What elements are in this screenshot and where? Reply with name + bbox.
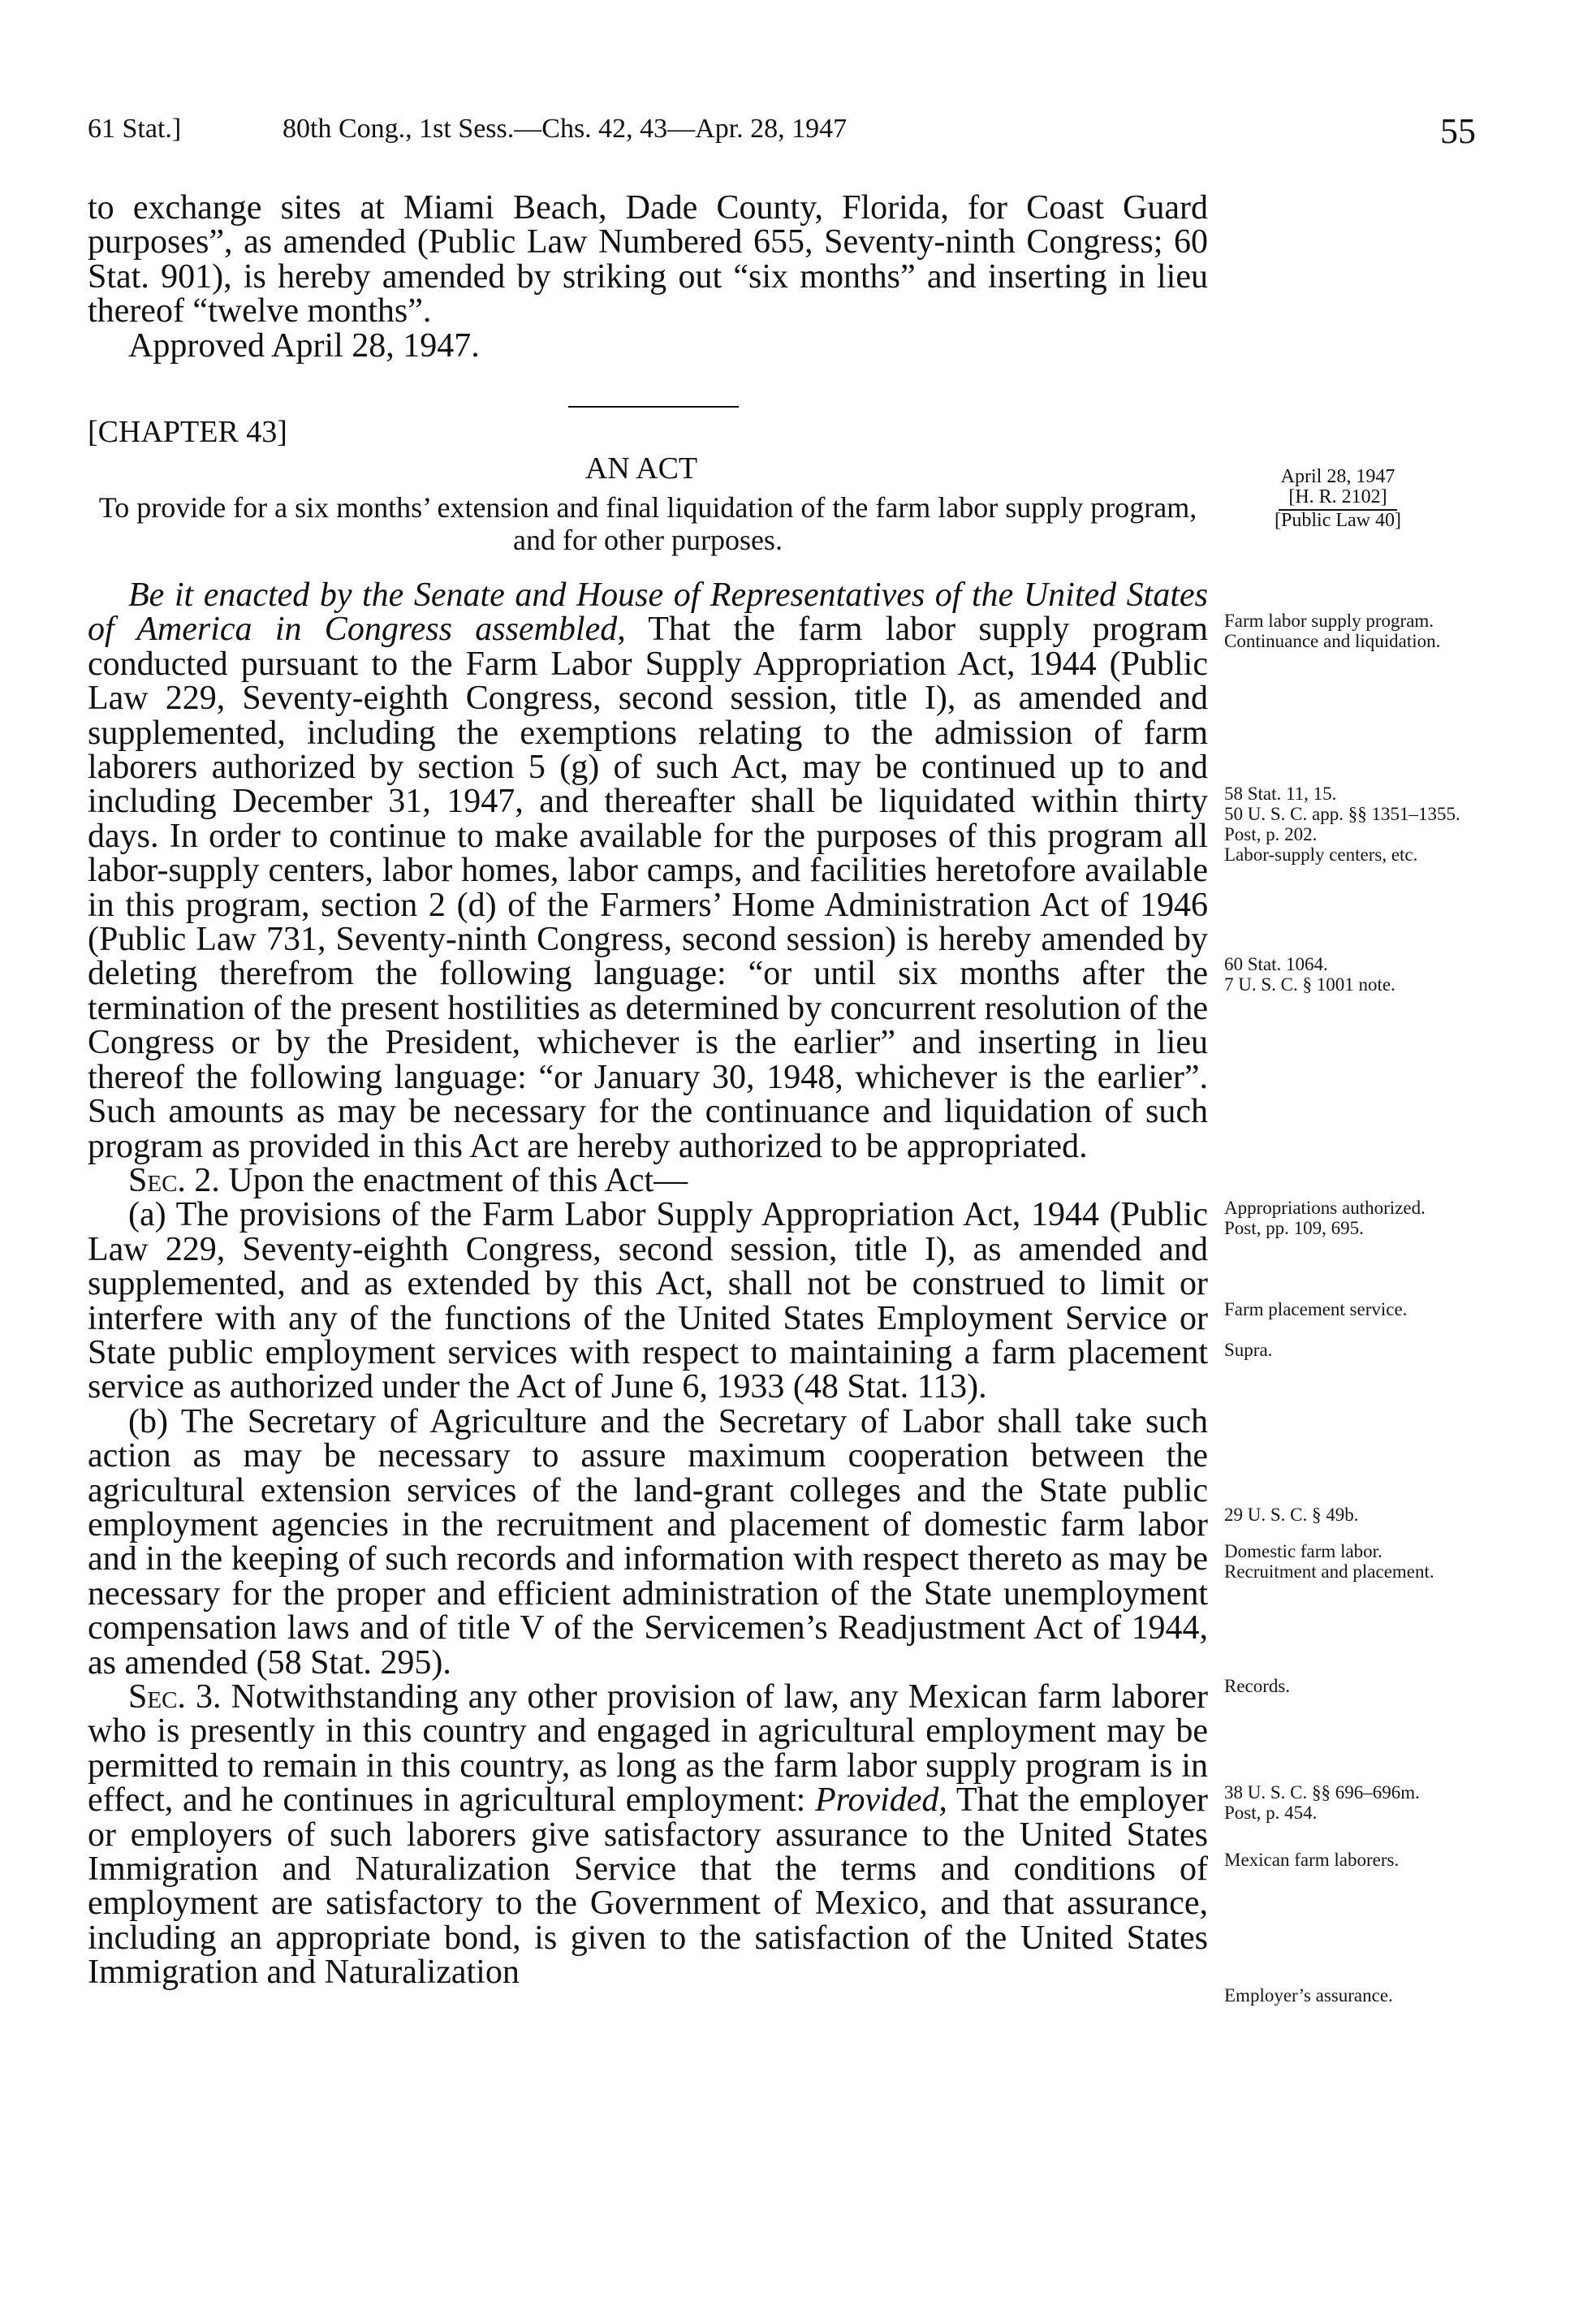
section-3-text-a: Notwithstanding any other provision of law, any Mexican farm laborer who is presently in this country and engaged in agricultural employment may be permitted to remain in this country, as long as the farm labor supply program is in effect, and he continues in agricultural employment:	[88, 1678, 1209, 1820]
margin-note-farm-placement: Farm placement service. Supra.	[1224, 1299, 1408, 1360]
section-1-text: That the farm labor supply program conducted pursuant to the Farm Labor Supply Appropriation Act, 1944 (Public Law 229, Seventy-eighth Congress, second session, title I), as amended and supplemented, including the exemptions relating to the admission of farm laborers authorized by section 5 (g) of such Act, may be continued up to and including December 31, 1947, and thereafter shall be liquidated within thirty days. In order to continue to make available for the purposes of this program all labor-supply centers, labor homes, labor camps, and facilities heretofore available in this program, section 2 (d) of the Farmers’ Home Administration Act of 1946 (Public Law 731, Seventy-ninth Congress, second session) is hereby amended by deleting therefrom the following language: “or until six months after the termination of the present hostilities as determined by concurrent resolution of the Congress or by the President, whichever is the earlier” and inserting in lieu thereof the following language: “or January 30, 1948, whichever is the earlier”. Such amounts as may be necessary for the continuance and liquidation of such program as provided in this Act are hereby authorized to be appropriated.	[88, 611, 1208, 1165]
margin-note-mexican-laborers: Mexican farm laborers.	[1224, 1850, 1400, 1870]
prior-paragraph: to exchange sites at Miami Beach, Dade County, Florida, for Coast Guard purposes”, as amended (Public Law Numbered 655, Seventy-ninth Congress; 60 Stat. 901), is hereby amended by striking out “six months” and inserting in lieu thereof “twelve months”.	[88, 189, 1208, 330]
enactment-date: April 28, 1947	[1280, 466, 1395, 487]
margin-note-appropriations: Appropriations authorized. Post, pp. 109, 695.	[1224, 1198, 1426, 1238]
section-2b: (b) The Secretary of Agriculture and the Secretary of Labor shall take such action as may be necessary to assure maximum cooperation between the agricultural extension services of the land-grant colleges and the State public employment agencies in the recruitment and placement of domestic farm labor and in the keeping of such records and information with respect thereto as may be necessary for the proper and efficient administration of the State unemployment compensation laws and of title V of the Servicemen’s Readjustment Act of 1944, as amended (58 Stat. 295).	[88, 1402, 1208, 1682]
section-2-heading	[88, 1161, 1208, 1199]
enacting-clause: Be it enacted by the Senate and House of Representatives of the United States of America in Congress assembled,	[88, 576, 1208, 649]
running-header	[88, 111, 1476, 154]
section-2-intro: Upon the enactment of this Act—	[228, 1161, 688, 1199]
section-3-label: Sec. 3.	[128, 1678, 222, 1716]
act-title: AN ACT	[584, 451, 698, 486]
margin-note-employer-assurance: Employer’s assurance.	[1224, 1985, 1393, 2006]
section-3-text-b: That the employer or employers of such laborers give satisfactory assurance to the United States Immigration and Naturalization Service that the terms and conditions of employment are satisfactory to the Government of Mexico, and that assurance, including an appropriate bond, is given to the satisfaction of the United States Immigration and Naturalization	[88, 1781, 1208, 1992]
bill-number: [H. R. 2102]	[1279, 487, 1396, 511]
margin-note-farm-labor: Farm labor supply program. Continuance and liquidation.	[1224, 611, 1441, 651]
margin-note-citations-1: 58 Stat. 11, 15. 50 U. S. C. app. §§ 1351–1355. Post, p. 202. Labor-supply centers, etc.	[1224, 784, 1460, 865]
enactment-note	[1224, 467, 1451, 531]
proviso-word: Provided,	[815, 1781, 947, 1820]
header-citation: 61 Stat.]	[88, 114, 182, 144]
margin-note-usc-696: 38 U. S. C. §§ 696–696m. Post, p. 454.	[1224, 1782, 1420, 1823]
section-3	[88, 1680, 1208, 1990]
section-1	[88, 578, 1208, 1164]
separator-rule	[568, 406, 739, 408]
act-body	[88, 578, 1208, 1990]
header-session: 80th Cong., 1st Sess.—Chs. 42, 43—Apr. 28, 1947	[283, 114, 848, 144]
margin-note-citations-2: 60 Stat. 1064. 7 U. S. C. § 1001 note.	[1224, 954, 1395, 995]
chapter-number: [CHAPTER 43]	[88, 415, 287, 449]
approval-line: Approved April 28, 1947.	[128, 326, 480, 365]
margin-note-domestic-labor: Domestic farm labor. Recruitment and placement.	[1224, 1541, 1434, 1582]
prior-chapter-text	[88, 191, 1208, 363]
act-purpose: To provide for a six months’ extension and final liquidation of the farm labor supply program, and for other purposes.	[98, 491, 1197, 556]
margin-note-usc-49b: 29 U. S. C. § 49b.	[1224, 1505, 1359, 1525]
section-2-label: Sec. 2.	[128, 1161, 220, 1199]
margin-note-records: Records.	[1224, 1676, 1291, 1696]
page-number: 55	[1440, 111, 1476, 151]
public-law-number: [Public Law 40]	[1275, 510, 1401, 531]
section-2a: (a) The provisions of the Farm Labor Supply Appropriation Act, 1944 (Public Law 229, Seventy-eighth Congress, second session, title I), as amended and supplemented, and as extended by this Act, shall not be construed to limit or interfere with any of the functions of the United States Employment Service or State public employment services with respect to maintaining a farm placement service as authorized under the Act of June 6, 1933 (48 Stat. 113).	[88, 1196, 1208, 1406]
